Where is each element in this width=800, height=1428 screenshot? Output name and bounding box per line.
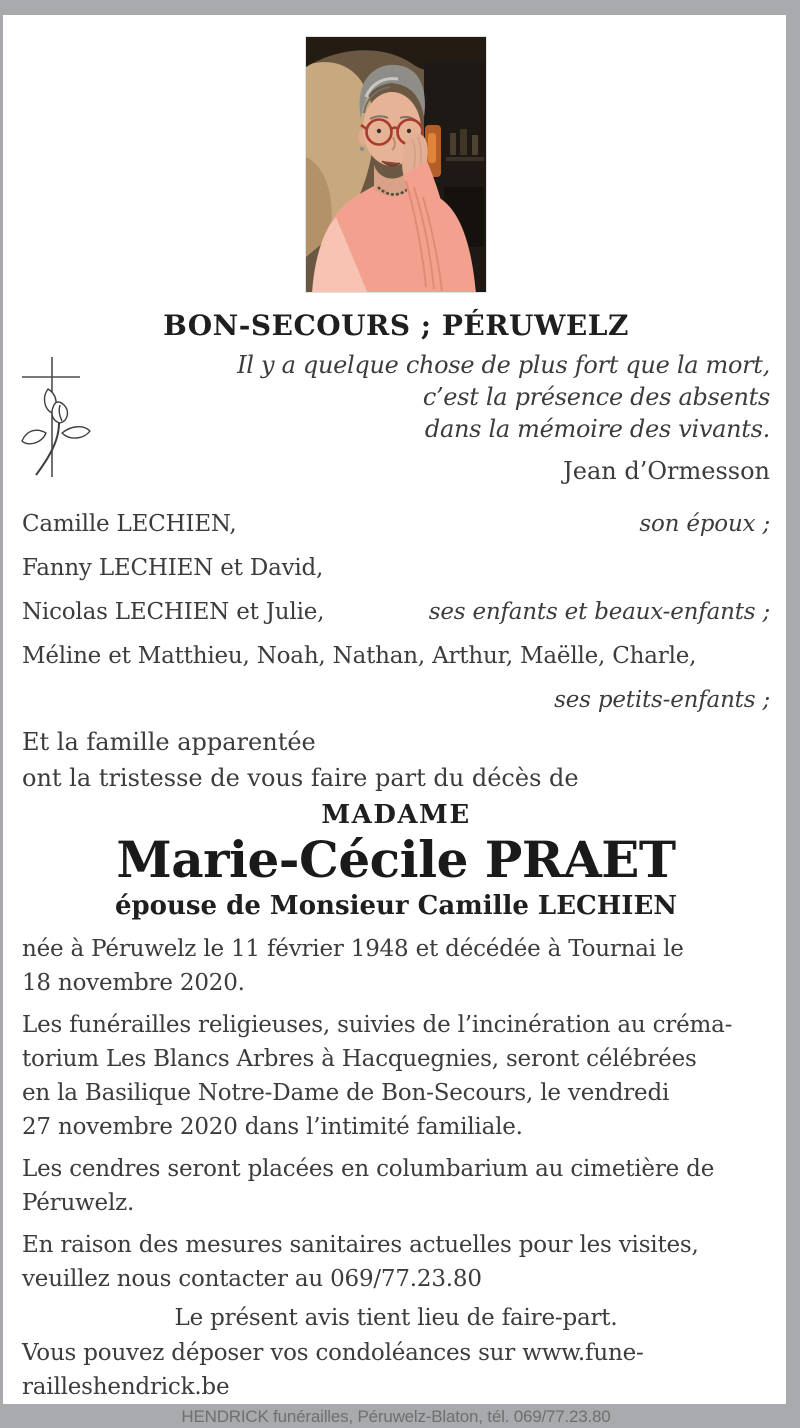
portrait-photo-illustration [306,37,487,293]
civility-title: MADAME [321,800,471,830]
notice-line: Le présent avis tient lieu de faire-part. [174,1305,618,1331]
condolences-paragraph [22,1336,770,1404]
funeral-paragraph [22,1008,770,1144]
relation-label: ses petits-enfants ; [554,687,770,713]
condolences-line: Vous pouvez déposer vos condoléances sur www.fune- [22,1340,644,1366]
portrait-photo [305,36,487,293]
paragraph-line: torium Les Blancs Arbres à Hacquegnies, seront célébrées [22,1046,697,1072]
paragraph-line: 18 novembre 2020. [22,970,245,996]
paragraph-line: En raison des mesures sanitaires actuelles pour les visites, [22,1232,699,1258]
family-row [22,546,770,590]
family-row [22,502,770,546]
paragraph-line: en la Basilique Notre-Dame de Bon-Secours, le vendredi [22,1080,670,1106]
memorial-cross-rose-icon [18,355,102,485]
paragraph-line: Péruwelz. [22,1190,135,1216]
family-names: Camille LECHIEN, [22,511,237,537]
visits-paragraph [22,1228,770,1296]
funeral-home-footer: HENDRICK funérailles, Péruwelz-Blaton, tél. 069/77.23.80 [181,1407,611,1426]
birth-death-paragraph [22,932,770,1000]
paragraph-line: veuillez nous contacter au 069/77.23.80 [22,1266,482,1292]
relation-label: ses enfants et beaux-enfants ; [428,599,770,625]
quote-line: c’est la présence des absents [422,383,770,411]
family-names: Fanny LECHIEN et David, [22,555,324,581]
announcement [22,724,770,796]
quote-line: dans la mémoire des vivants. [424,415,770,443]
family-names: Méline et Matthieu, Noah, Nathan, Arthur, Maëlle, Charle, [22,643,697,669]
quote-author: Jean d’Ormesson [563,457,770,485]
obituary-page [3,15,786,1426]
family-row [22,678,770,722]
quote-line: Il y a quelque chose de plus fort que la mort, [237,351,770,379]
location-heading: BON-SECOURS ; PÉRUWELZ [163,309,629,342]
family-row [22,590,770,634]
ashes-paragraph [22,1152,770,1220]
paragraph-line: Les cendres seront placées en columbarium au cimetière de [22,1156,715,1182]
family-list [22,502,770,722]
family-names: Nicolas LECHIEN et Julie, [22,599,325,625]
spouse-line: épouse de Monsieur Camille LECHIEN [114,891,678,921]
announcement-line: ont la tristesse de vous faire part du décès de [22,764,579,792]
condolences-website: railleshendrick.be [22,1374,230,1400]
deceased-name: Marie-Cécile PRAET [116,830,676,889]
paragraph-line: Les funérailles religieuses, suivies de l’incinération au créma- [22,1012,733,1038]
relation-label: son époux ; [639,511,770,537]
quote-section [22,349,770,486]
paragraph-line: 27 novembre 2020 dans l’intimité familiale. [22,1114,523,1140]
announcement-line: Et la famille apparentée [22,728,316,756]
obituary-content [3,15,786,1426]
paragraph-line: née à Péruwelz le 11 février 1948 et décédée à Tournai le [22,936,684,962]
family-row [22,634,770,678]
